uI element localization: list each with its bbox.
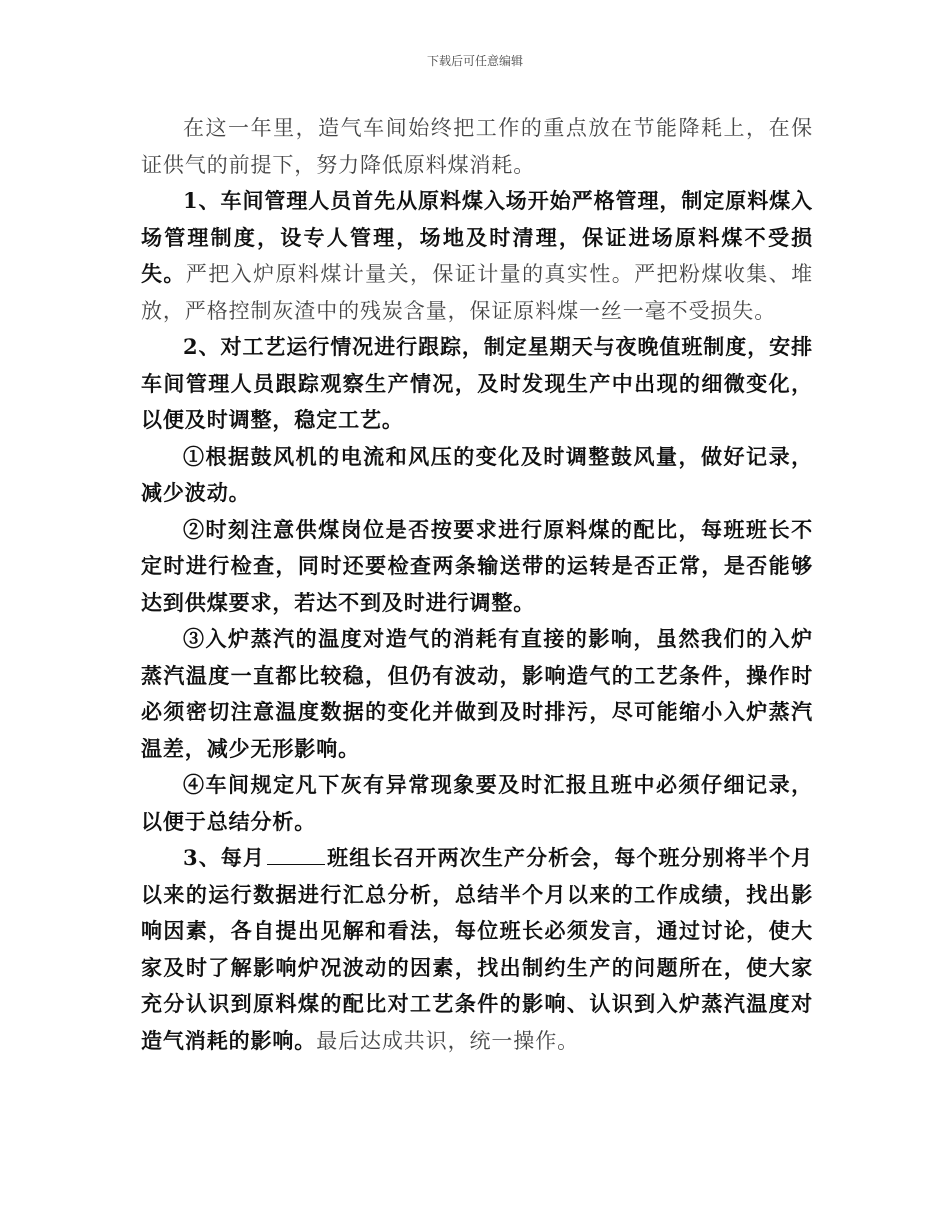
- item-3-conclusion: 最后达成共识，统一操作。: [316, 1028, 580, 1053]
- paragraph-sub-1: ①根据鼓风机的电流和风压的变化及时调整鼓风量，做好记录，减少波动。: [141, 443, 813, 505]
- paragraph-item-3: [141, 840, 813, 1059]
- paragraph-sub-2: ②时刻注意供煤岗位是否按要求进行原料煤的配比，每班班长不定时进行检查，同时还要检查两条输送带的运转是否正常，是否能够达到供煤要求，若达不到及时进行调整。: [141, 516, 813, 615]
- item-3-main-text: 班组长召开两次生产分析会，每个班分别将半个月以来的运行数据进行汇总分析，总结半个月以来的工作成绩，找出影响因素，各自提出见解和看法，每位班长必须发言，通过讨论，使大家及时了解影响炉况波动的因素，找出制约生产的问题所在，使大家充分认识到原料煤的配比对工艺条件的影响、认识到入炉蒸汽温度对造气消耗的影响。: [141, 845, 813, 1053]
- paragraph-item-1: [141, 183, 813, 329]
- item-3-prefix: 3、每月: [183, 845, 265, 870]
- item-1-detail-text: 严把入炉原料煤计量关，保证计量的真实性。严把粉煤收集、堆放，严格控制灰渣中的残炭含量，保证原料煤一丝一毫不受损失。: [141, 262, 813, 323]
- document-body: [141, 110, 813, 1059]
- paragraph-intro: 在这一年里，造气车间始终把工作的重点放在节能降耗上，在保证供气的前提下，努力降低原料煤消耗。: [141, 116, 813, 177]
- item-1-main-text: 1、车间管理人员首先从原料煤入场开始严格管理，制定原料煤入场管理制度，设专人管理，场地及时清理，保证进场原料煤不受损失。: [141, 188, 813, 286]
- paragraph-item-2: 2、对工艺运行情况进行跟踪，制定星期天与夜晚值班制度，安排车间管理人员跟踪观察生产情况，及时发现生产中出现的细微变化，以便及时调整，稳定工艺。: [141, 334, 813, 432]
- paragraph-sub-4: ④车间规定凡下灰有异常现象要及时汇报且班中必须仔细记录，以便于总结分析。: [141, 772, 813, 834]
- paragraph-sub-3: ③入炉蒸汽的温度对造气的消耗有直接的影响，虽然我们的入炉蒸汽温度一直都比较稳，但仍有波动，影响造气的工艺条件，操作时必须密切注意温度数据的变化并做到及时排污，尽可能缩小入炉蒸汽温差，减少无形影响。: [141, 626, 813, 761]
- page-header: 下载后可任意编辑: [426, 54, 523, 68]
- fill-in-blank: [267, 842, 325, 865]
